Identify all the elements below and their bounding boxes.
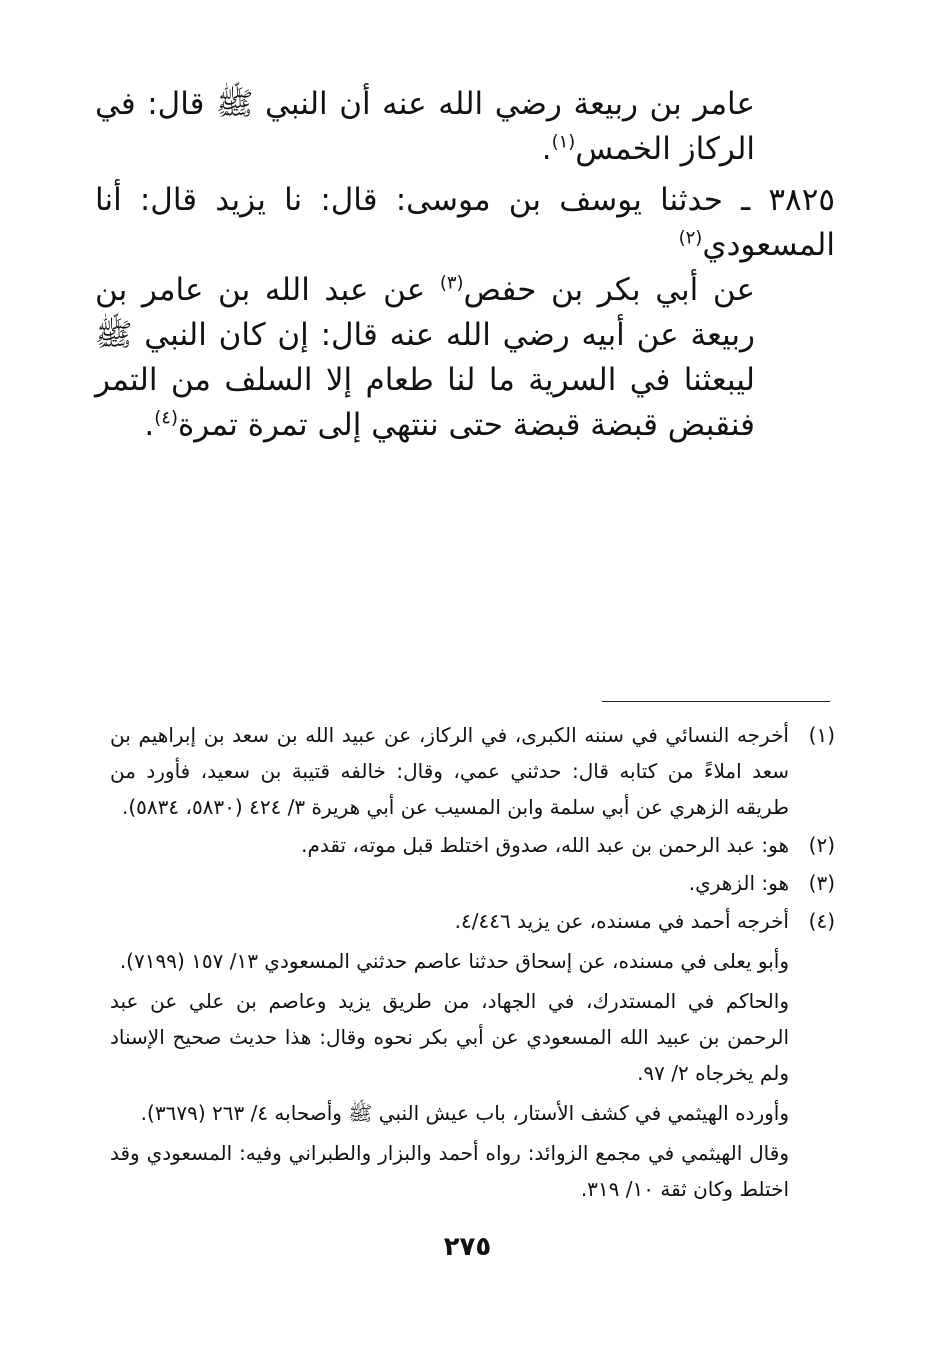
- hadith-text-part3: عن عبد الله بن عامر بن ربيعة عن أبيه رضي الله عنه قال: إن كان النبي ﷺ ليبعثنا في السرية ما لنا طعام إلا السلف من التمر فنقبض قبضة قبضة حتى ننتهي إلى تمرة تمرة: [95, 272, 755, 443]
- hadith-continuation: [95, 268, 835, 448]
- main-text: [95, 82, 835, 454]
- paragraph-text: عامر بن ربيعة رضي الله عنه أن النبي ﷺ قال: في الركاز الخمس: [95, 86, 755, 167]
- page-number: ٢٧٥: [443, 1232, 492, 1262]
- footnote-item: [110, 903, 835, 939]
- footnote-item: [110, 827, 835, 863]
- hadith-number: ٣٨٢٥ ـ: [741, 182, 835, 218]
- footnote-text: هو: الزهري.: [688, 871, 789, 895]
- footnote-text: أخرجه أحمد في مسنده، عن يزيد ٤/٤٤٦.: [454, 909, 789, 933]
- footnotes-section: [110, 717, 835, 1211]
- hadith-paragraph: [95, 178, 835, 448]
- footnote-ref-2: (٢): [678, 227, 703, 249]
- footnote-ref-3: (٣): [439, 272, 464, 294]
- footnote-ref-4: (٤): [154, 407, 178, 429]
- hadith-text-part1: حدثنا يوسف بن موسى: قال: نا يزيد قال: أنا المسعودي: [95, 182, 835, 263]
- footnote-mark: (٢): [808, 833, 835, 857]
- footnote-item: [110, 717, 835, 825]
- footnote-extra: وقال الهيثمي في مجمع الزوائد: رواه أحمد والبزار والطبراني وفيه: المسعودي وقد اختلط وكان ثقة ١٠/ ٣١٩.: [110, 1141, 789, 1201]
- hadith-end: .: [144, 407, 155, 443]
- continuation-paragraph: [95, 82, 835, 172]
- footnote-extra: والحاكم في المستدرك، في الجهاد، من طريق يزيد وعاصم بن علي عن عبد الرحمن بن عبيد الله المسعودي عن أبي بكر نحوه وقال: هذا حديث صحيح الإسناد ولم يخرجاه ٢/ ٩٧.: [110, 989, 789, 1085]
- footnote-divider: [602, 701, 830, 702]
- footnote-item: [110, 865, 835, 901]
- hadith-text-part2: عن أبي بكر بن حفص: [463, 272, 755, 308]
- footnote-mark: (٣): [808, 871, 835, 895]
- footnote-text: هو: عبد الرحمن بن عبد الله، صدوق اختلط قبل موته، تقدم.: [301, 833, 789, 857]
- footnote-extra: وأبو يعلى في مسنده، عن إسحاق حدثنا عاصم حدثني المسعودي ١٣/ ١٥٧ (٧١٩٩).: [119, 949, 789, 973]
- footnote-mark: (١): [808, 723, 835, 747]
- footnote-extra: وأورده الهيثمي في كشف الأستار، باب عيش النبي ﷺ وأصحابه ٤/ ٢٦٣ (٣٦٧٩).: [140, 1101, 789, 1125]
- paragraph-end: .: [541, 131, 552, 167]
- footnote-text: أخرجه النسائي في سننه الكبرى، في الركاز، عن عبيد الله بن سعد بن إبراهيم بن سعد املاءً من كتابه قال: حدثني عمي، وقال: خالفه قتيبة بن سعيد، فأورد من طريقه الزهري عن أبي سلمة وابن المسيب عن أبي هريرة ٣/ ٤٢٤ (٥٨٣٠، ٥٨٣٤).: [110, 723, 789, 819]
- footnote-ref-1: (١): [551, 131, 576, 153]
- footnote-mark: (٤): [808, 909, 835, 933]
